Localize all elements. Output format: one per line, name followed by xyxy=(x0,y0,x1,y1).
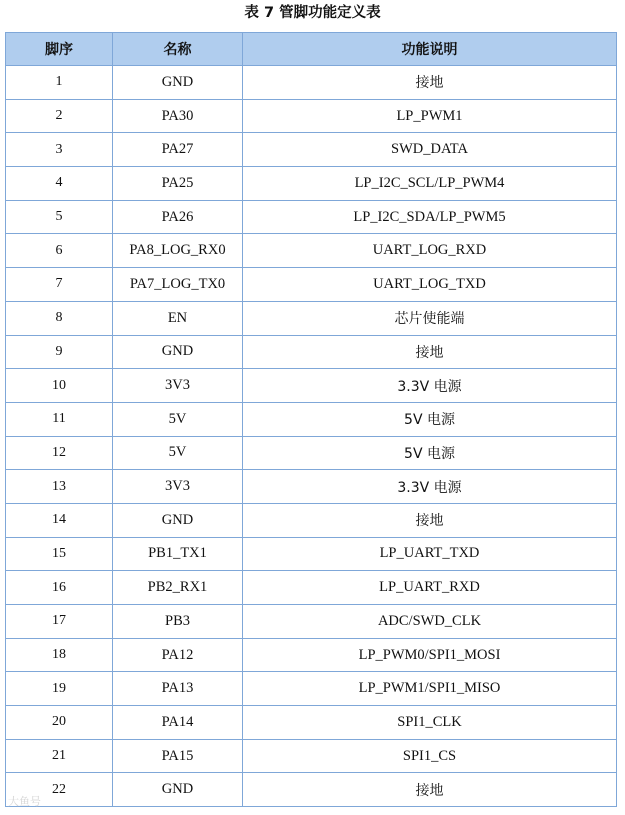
pin-number-cell: 6 xyxy=(6,234,113,268)
table-row xyxy=(6,99,617,133)
table-row xyxy=(6,167,617,201)
table-row xyxy=(6,739,617,773)
pin-function-cell: LP_UART_RXD xyxy=(243,571,617,605)
pin-function-cell: 接地 xyxy=(243,773,617,807)
pin-function-cell: UART_LOG_RXD xyxy=(243,234,617,268)
pin-number-cell: 21 xyxy=(6,739,113,773)
pin-number-cell: 7 xyxy=(6,268,113,302)
pin-function-cell: ADC/SWD_CLK xyxy=(243,605,617,639)
table-row xyxy=(6,369,617,403)
table-row xyxy=(6,200,617,234)
pin-function-cell: 3.3V 电源 xyxy=(243,470,617,504)
pin-number-cell: 15 xyxy=(6,537,113,571)
table-row xyxy=(6,301,617,335)
table-row xyxy=(6,773,617,807)
pin-number-cell: 14 xyxy=(6,503,113,537)
pin-function-cell: LP_PWM1 xyxy=(243,99,617,133)
pin-function-cell: SPI1_CLK xyxy=(243,706,617,740)
pin-name-cell: PA25 xyxy=(113,167,243,201)
pin-number-cell: 9 xyxy=(6,335,113,369)
pin-name-cell: EN xyxy=(113,301,243,335)
pin-number-cell: 1 xyxy=(6,66,113,100)
table-caption: 表 7 管脚功能定义表 xyxy=(244,5,381,21)
pin-name-cell: PA26 xyxy=(113,200,243,234)
table-row xyxy=(6,133,617,167)
pin-name-cell: GND xyxy=(113,335,243,369)
pin-function-cell: 芯片使能端 xyxy=(243,301,617,335)
pin-function-cell: LP_PWM0/SPI1_MOSI xyxy=(243,638,617,672)
pin-number-cell: 11 xyxy=(6,402,113,436)
table-row xyxy=(6,537,617,571)
pin-number-cell: 16 xyxy=(6,571,113,605)
pin-function-cell: LP_I2C_SCL/LP_PWM4 xyxy=(243,167,617,201)
pin-number-cell: 4 xyxy=(6,167,113,201)
pin-name-cell: 3V3 xyxy=(113,470,243,504)
pin-number-cell: 20 xyxy=(6,706,113,740)
table-row xyxy=(6,335,617,369)
pin-name-cell: PB3 xyxy=(113,605,243,639)
table-header-row xyxy=(6,33,617,66)
pin-name-cell: PA12 xyxy=(113,638,243,672)
table-body xyxy=(6,66,617,807)
pin-function-cell: LP_PWM1/SPI1_MISO xyxy=(243,672,617,706)
pin-function-cell: 接地 xyxy=(243,503,617,537)
column-header-function: 功能说明 xyxy=(243,33,617,66)
pin-name-cell: PA13 xyxy=(113,672,243,706)
pin-name-cell: PA8_LOG_RX0 xyxy=(113,234,243,268)
watermark: 大鱼号 xyxy=(8,795,41,808)
pin-name-cell: PA7_LOG_TX0 xyxy=(113,268,243,302)
pin-function-cell: 接地 xyxy=(243,66,617,100)
pin-name-cell: PA27 xyxy=(113,133,243,167)
pin-name-cell: GND xyxy=(113,66,243,100)
pin-name-cell: 5V xyxy=(113,436,243,470)
table-row xyxy=(6,571,617,605)
pin-name-cell: PA30 xyxy=(113,99,243,133)
table-row xyxy=(6,470,617,504)
pin-function-cell: UART_LOG_TXD xyxy=(243,268,617,302)
pin-function-cell: SWD_DATA xyxy=(243,133,617,167)
pin-number-cell: 19 xyxy=(6,672,113,706)
pin-function-cell: SPI1_CS xyxy=(243,739,617,773)
pin-function-cell: 接地 xyxy=(243,335,617,369)
pin-name-cell: PA15 xyxy=(113,739,243,773)
pin-name-cell: PB2_RX1 xyxy=(113,571,243,605)
table-row xyxy=(6,503,617,537)
pin-function-cell: 3.3V 电源 xyxy=(243,369,617,403)
pin-number-cell: 2 xyxy=(6,99,113,133)
pin-name-cell: PB1_TX1 xyxy=(113,537,243,571)
pin-name-cell: GND xyxy=(113,773,243,807)
pin-number-cell: 13 xyxy=(6,470,113,504)
pin-number-cell: 8 xyxy=(6,301,113,335)
column-header-name: 名称 xyxy=(113,33,243,66)
table-row xyxy=(6,436,617,470)
pin-number-cell: 5 xyxy=(6,200,113,234)
pin-function-cell: LP_UART_TXD xyxy=(243,537,617,571)
pin-number-cell: 17 xyxy=(6,605,113,639)
pin-number-cell: 22 xyxy=(6,773,113,807)
pin-number-cell: 12 xyxy=(6,436,113,470)
pin-number-cell: 18 xyxy=(6,638,113,672)
pin-name-cell: 3V3 xyxy=(113,369,243,403)
table-row xyxy=(6,605,617,639)
table-row xyxy=(6,672,617,706)
table-row xyxy=(6,402,617,436)
pin-number-cell: 10 xyxy=(6,369,113,403)
pin-number-cell: 3 xyxy=(6,133,113,167)
pin-function-cell: 5V 电源 xyxy=(243,402,617,436)
table-row xyxy=(6,268,617,302)
pin-function-cell: 5V 电源 xyxy=(243,436,617,470)
pin-function-cell: LP_I2C_SDA/LP_PWM5 xyxy=(243,200,617,234)
pin-name-cell: PA14 xyxy=(113,706,243,740)
pin-name-cell: GND xyxy=(113,503,243,537)
table-row xyxy=(6,706,617,740)
pin-name-cell: 5V xyxy=(113,402,243,436)
column-header-pin-number: 脚序 xyxy=(6,33,113,66)
table-row xyxy=(6,234,617,268)
pin-function-table xyxy=(5,32,617,807)
table-row xyxy=(6,638,617,672)
table-row xyxy=(6,66,617,100)
